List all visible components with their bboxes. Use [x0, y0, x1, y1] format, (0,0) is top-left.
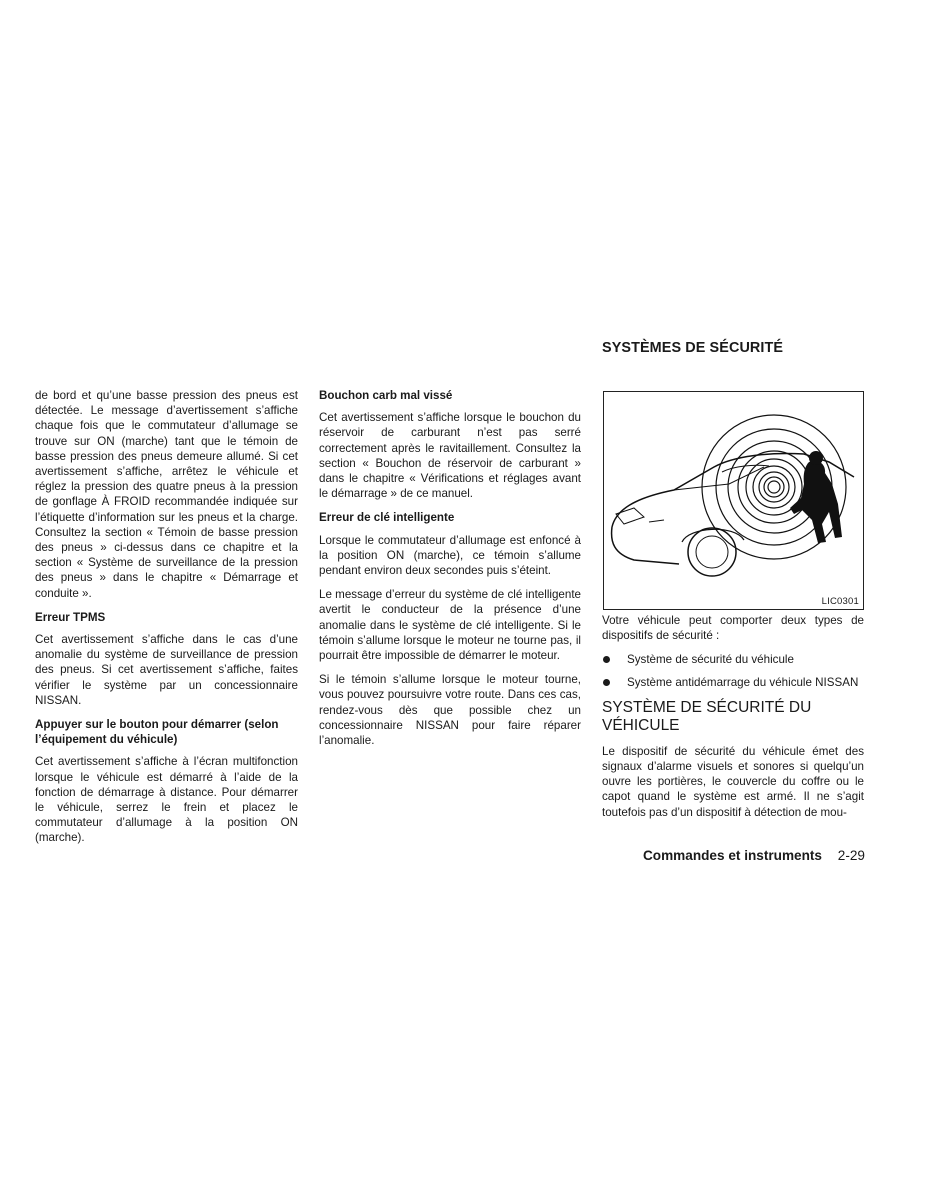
paragraph-push-to-start: Cet avertissement s’affiche à l’écran multifonction lorsque le véhicule est démarré à l’aide de la fonction de démarrage à distance. Pour démarrer le véhicule, serrez le frein et placez le commutateur d’allumage à la position ON (marche). [35, 755, 298, 845]
car-alarm-drawing [604, 392, 863, 609]
paragraph-vehicle-security: Le dispositif de sécurité du véhicule émet des signaux d’alarme visuels et sonores si quelqu’un ouvre les portières, le couvercle du coffre ou le capot quand le système est armé. Il ne s’agit toutefois pas d’un dispositif à détection de mou- [602, 744, 864, 819]
column-right [602, 613, 864, 829]
paragraph-tpms-error: Cet avertissement s’affiche dans le cas d’une anomalie du système de surveillance de pression des pneus. Si cet avertissement s’affiche, faites vérifier le système par un concessionnaire NISSAN. [35, 633, 298, 707]
figure-code-label: LIC0301 [821, 596, 859, 607]
security-illustration [603, 391, 864, 610]
heading-tpms-error: Erreur TPMS [35, 610, 106, 624]
subsection-title: SYSTÈME DE SÉCURITÉ DU VÉHICULE [602, 698, 812, 735]
heading-smart-key-error: Erreur de clé intelligente [319, 511, 455, 525]
paragraph-security-intro: Votre véhicule peut comporter deux types de dispositifs de sécurité : [602, 614, 864, 643]
list-item: Système de sécurité du véhicule [602, 652, 864, 667]
page-footer [643, 848, 865, 863]
heading-push-to-start: Appuyer sur le bouton pour démarrer (selon l’équipement du véhicule) [35, 718, 279, 747]
security-devices-list [602, 652, 864, 689]
paragraph-smart-key-3: Si le témoin s’allume lorsque le moteur tourne, vous pouvez poursuivre votre route. Dans ces cas, rendez-vous dès que possible chez un concessionnaire NISSAN pour faire réparer l’anomalie. [319, 673, 581, 748]
heading-loose-fuel-cap: Bouchon carb mal vissé [319, 389, 453, 402]
list-item: Système antidémarrage du véhicule NISSAN [602, 675, 864, 690]
paragraph-loose-fuel-cap: Cet avertissement s’affiche lorsque le bouchon du réservoir de carburant n’est pas serré correctement après le ravitaillement. Consultez la section « Bouchon de réservoir de carburant » dans le chapitre « Vérifications et réglages avant le démarrage » de ce manuel. [319, 411, 581, 501]
column-middle [319, 388, 581, 757]
paragraph-tire-pressure: de bord et qu’une basse pression des pneus est détectée. Le message d’avertissement s’affiche chaque fois que le commutateur d’allumage se trouve sur ON (marche) tant que le témoin de basse pression des pneus demeure allumé. Si cet avertissement s’affiche, arrêtez le véhicule et réglez la pression des quatre pneus à la pression de gonflage À FROID recommandée indiquée sur l’étiquette d’information sur les pneus et la charge. Consultez la section « Témoin de basse pression des pneus » ci-dessus dans ce chapitre et la section « Système de surveillance de la pression des pneus » dans le chapitre « Démarrage et conduite ». [35, 389, 298, 600]
page-number: 2-29 [837, 848, 865, 863]
paragraph-smart-key-1: Lorsque le commutateur d’allumage est enfoncé à la position ON (marche), ce témoin s’allume pendant environ deux secondes puis s’éteint. [319, 533, 581, 578]
section-title: SYSTÈMES DE SÉCURITÉ [602, 340, 784, 356]
chapter-name: Commandes et instruments [642, 848, 822, 863]
paragraph-smart-key-2: Le message d’erreur du système de clé intelligente avertit le conducteur de la présence d’une anomalie dans le système de clé intelligente. Si le témoin s’allume lorsque le moteur ne tourne pas, il pourrait être impossible de démarrer le moteur. [319, 588, 581, 663]
column-left [35, 388, 298, 855]
